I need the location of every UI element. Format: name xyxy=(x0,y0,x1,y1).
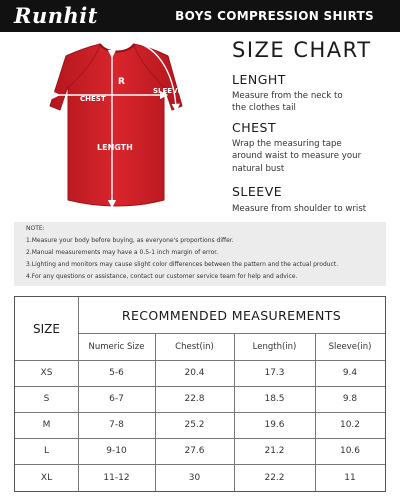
chest-desc-line: natural bust xyxy=(232,163,285,174)
length-cell: 21.2 xyxy=(264,446,285,456)
chest-cell: 22.8 xyxy=(184,394,205,404)
note-item: 3.Lighting and monitors may cause slight color differences between the pattern and the actual product. xyxy=(26,261,339,268)
size-cell: XL xyxy=(40,472,53,483)
length-description xyxy=(232,90,397,115)
numeric-size-cell: 11-12 xyxy=(103,472,130,483)
header-bar xyxy=(0,0,400,32)
column-header-sleeve: Sleeve(in) xyxy=(328,341,372,352)
numeric-size-cell: 6-7 xyxy=(109,394,124,404)
chest-description xyxy=(232,138,397,175)
length-cell: 17.3 xyxy=(264,368,285,378)
sleeve-label: SLEEVE xyxy=(153,87,183,95)
sleeve-heading: SLEEVE xyxy=(232,184,283,199)
length-desc-line: Measure from the neck to xyxy=(232,91,343,101)
column-header-chest: Chest(in) xyxy=(175,341,214,352)
chest-logo-icon: R xyxy=(118,77,125,87)
column-header-length: Length(in) xyxy=(252,341,297,352)
sleeve-cell: 11 xyxy=(344,472,356,483)
size-cell: L xyxy=(43,446,49,456)
shirt-illustration xyxy=(4,32,218,220)
numeric-size-cell: 9-10 xyxy=(106,446,127,456)
note-item: 1.Measure your body before buying, as everyone's proportions differ. xyxy=(26,237,234,244)
chest-cell: 25.2 xyxy=(184,420,205,430)
length-heading: LENGHT xyxy=(232,72,286,87)
note-item: 2.Manual measurements may have a 0.5-1 inch margin of error. xyxy=(26,249,219,256)
column-header-numeric-size: Numeric Size xyxy=(88,341,145,352)
sleeve-cell: 10.6 xyxy=(339,446,361,456)
shirt-body xyxy=(50,44,182,206)
chest-cell: 27.6 xyxy=(184,446,205,456)
length-cell: 18.5 xyxy=(264,394,285,404)
size-cell: XS xyxy=(40,368,53,378)
table-title: RECOMMENDED MEASUREMENTS xyxy=(121,307,342,323)
chest-label: CHEST xyxy=(80,95,106,103)
measurements-table xyxy=(14,296,386,492)
sleeve-desc-line: Measure from shoulder to wrist xyxy=(232,204,367,214)
chest-cell: 20.4 xyxy=(184,368,205,378)
chest-heading: CHEST xyxy=(232,120,277,135)
size-cell: S xyxy=(43,394,50,404)
chest-cell: 30 xyxy=(188,472,201,483)
sleeve-cell: 9.8 xyxy=(342,394,358,404)
sleeve-description xyxy=(232,203,397,215)
sleeve-cell: 9.4 xyxy=(342,368,358,378)
chest-desc-line: around waist to measure your xyxy=(232,151,362,162)
length-cell: 22.2 xyxy=(264,472,285,483)
numeric-size-cell: 5-6 xyxy=(109,368,124,378)
notes-title: NOTE: xyxy=(26,225,45,232)
product-title: BOYS COMPRESSION SHIRTS xyxy=(175,9,374,23)
note-item: 4.For any questions or assistance, contact our customer service team for help and advice. xyxy=(26,273,298,280)
notes-box xyxy=(14,222,386,286)
numeric-size-cell: 7-8 xyxy=(109,420,124,430)
sleeve-cell: 10.2 xyxy=(339,420,361,430)
size-cell: M xyxy=(42,420,51,430)
size-chart-title: SIZE CHART xyxy=(232,38,372,62)
size-column-header: SIZE xyxy=(33,321,60,336)
length-cell: 19.6 xyxy=(264,420,285,430)
shirt-drawing xyxy=(4,32,218,220)
brand-logo: Runhit xyxy=(14,3,98,28)
chest-desc-line: Wrap the measuring tape xyxy=(232,139,342,149)
length-label: LENGTH xyxy=(97,143,133,152)
length-desc-line: the clothes tail xyxy=(232,103,296,114)
